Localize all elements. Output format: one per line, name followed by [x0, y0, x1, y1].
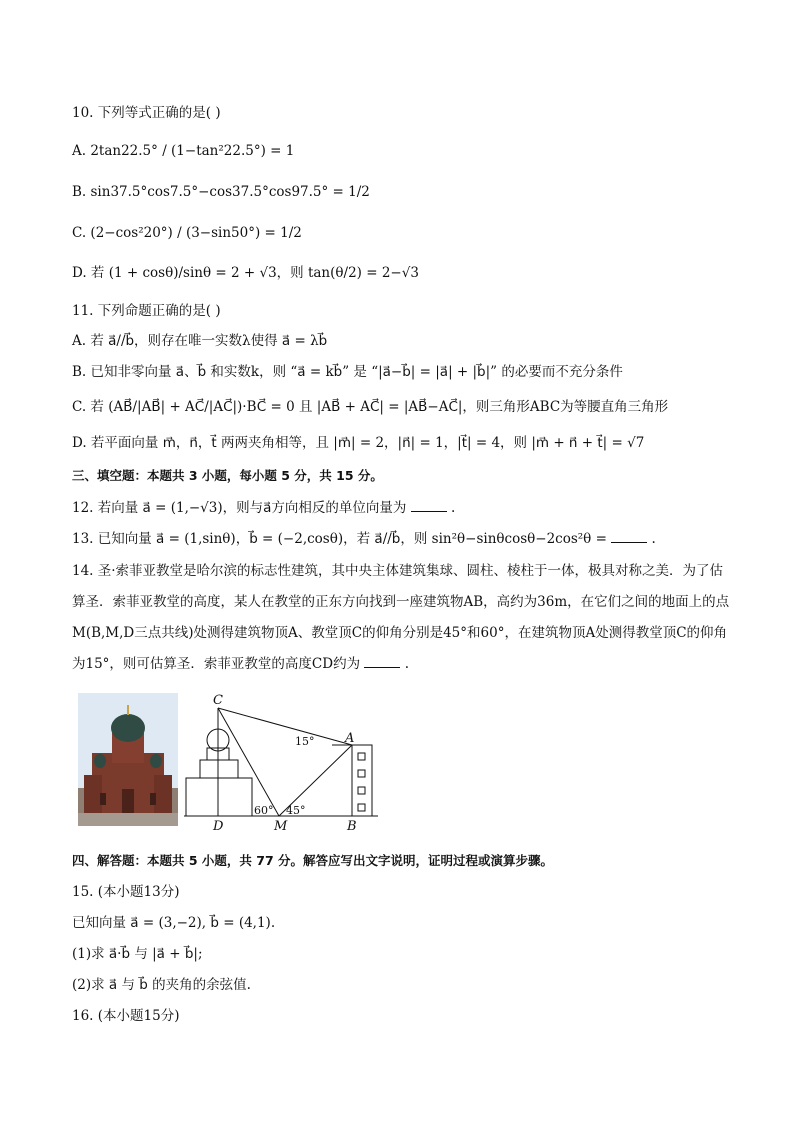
q13-text: 13. 已知向量 a⃗ = (1,sinθ)，b⃗ = (−2,cosθ)，若 a⃗//b⃗，则 sin²θ−sinθcosθ−2cos²θ =: [72, 531, 607, 547]
q15-given: 已知向量 a⃗ = (3,−2), b⃗ = (4,1).: [72, 915, 276, 931]
cathedral-photo: [78, 693, 178, 826]
q11-stem: 11. 下列命题正确的是( ): [72, 303, 221, 319]
q11-option-a: A. 若 a⃗//b⃗，则存在唯一实数λ使得 a⃗ = λb⃗: [72, 333, 328, 349]
q12-text: 12. 若向量 a⃗ = (1,−√3)，则与a⃗方向相反的单位向量为: [72, 500, 407, 516]
q12-end: .: [451, 500, 456, 516]
q10-option-a: A. 2tan22.5° / (1−tan²22.5°) = 1: [72, 143, 295, 159]
section-4-heading: 四、解答题：本题共 5 小题，共 77 分。解答应写出文字说明，证明过程或演算步骤。: [72, 853, 554, 868]
q14-blank: [364, 653, 400, 668]
q15-stem: 15. (本小题13分): [72, 884, 180, 900]
label-c: C: [213, 693, 223, 708]
q15-part-1: (1)求 a⃗·b⃗ 与 |a⃗ + b⃗|;: [72, 946, 203, 962]
q10-stem: 10. 下列等式正确的是( ): [72, 105, 221, 121]
label-m: M: [274, 819, 288, 834]
q12-blank: [411, 497, 447, 512]
q14-end: .: [404, 656, 409, 672]
q15-part-2: (2)求 a⃗ 与 b⃗ 的夹角的余弦值.: [72, 977, 251, 993]
q13: [72, 528, 734, 549]
q11-option-b: B. 已知非零向量 a⃗、b⃗ 和实数k，则 “a⃗ = kb⃗” 是 “|a⃗−b⃗| = |a⃗| + |b⃗|” 的必要而不充分条件: [72, 364, 623, 380]
label-d: D: [213, 819, 224, 834]
q10-option-d: D. 若 (1 + cosθ)/sinθ = 2 + √3，则 tan(θ/2) = 2−√3: [72, 265, 419, 281]
q12: [72, 497, 734, 518]
q16-stem: 16. (本小题15分): [72, 1008, 180, 1024]
angle-15-label: 15°: [295, 735, 315, 748]
q13-blank: [611, 528, 647, 543]
label-a: A: [345, 731, 355, 746]
q13-end: .: [651, 531, 656, 547]
q14-text: 14. 圣·索菲亚教堂是哈尔滨的标志性建筑，其中央主体建筑集球、圆柱、棱柱于一体，极具对称之美．为了估算圣．索菲亚教堂的高度，某人在教堂的正东方向找到一座建筑物AB，高约为36m，在它们之间的地面上的点M(B,M,D三点共线)处测得建筑物顶A、教堂顶C的仰角分别是45°和60°，在建筑物顶A处测得教堂顶C的仰角为15°，则可估算圣．索菲亚教堂的高度CD约为: [72, 563, 730, 672]
q11-option-d: D. 若平面向量 m⃗，n⃗，t⃗ 两两夹角相等，且 |m⃗| = 2，|n⃗| = 1，|t⃗| = 4，则 |m⃗ + n⃗ + t⃗| = √7: [72, 435, 645, 451]
q11-option-c: C. 若 (AB⃗/|AB⃗| + AC⃗/|AC⃗|)·BC⃗ = 0 且 |AB⃗ + AC⃗| = |AB⃗−AC⃗|，则三角形ABC为等腰直角三角形: [72, 399, 669, 415]
geometry-diagram: [182, 690, 382, 835]
angle-60-label: 60°: [254, 804, 274, 817]
q10-option-c: C. (2−cos²20°) / (3−sin50°) = 1/2: [72, 225, 302, 241]
section-3-heading: 三、填空题：本题共 3 小题，每小题 5 分，共 15 分。: [72, 468, 383, 483]
angle-45-label: 45°: [286, 804, 306, 817]
q14: [72, 556, 732, 680]
q10-option-b: B. sin37.5°cos7.5°−cos37.5°cos97.5° = 1/2: [72, 184, 370, 200]
label-b: B: [347, 819, 357, 834]
